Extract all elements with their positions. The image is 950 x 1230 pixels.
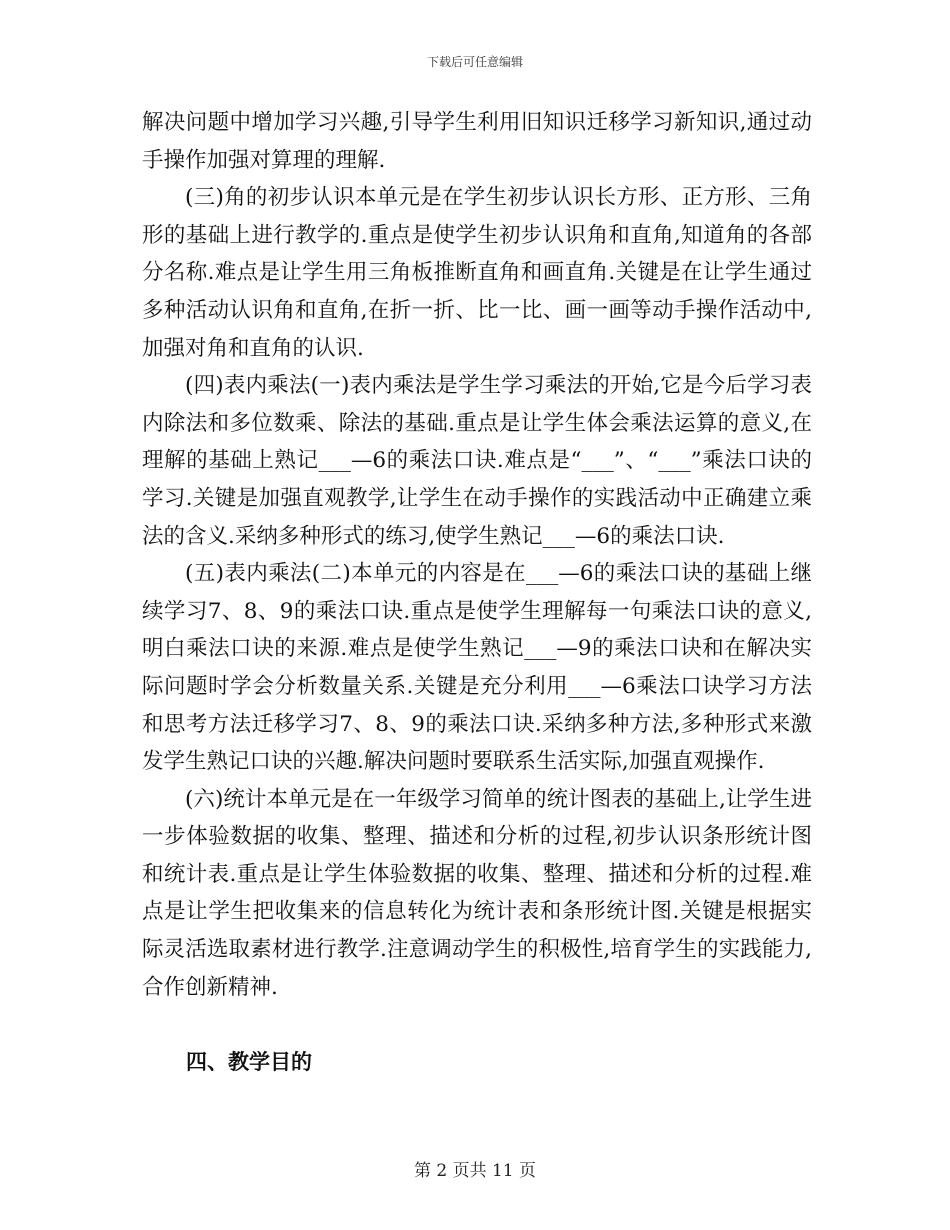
section-heading: 四、教学目的 (186, 1049, 312, 1074)
paragraph-angles: (三)角的初步认识本单元是在学生初步认识长方形、正方形、三角形的基础上进行教学的.重点是使学生初步认识角和直角,知道角的各部分名称.难点是让学生用三角板推断直角和画直角.关键是在让学生通过多种活动认识角和直角,在折一折、比一比、画一画等动手操作活动中,加强对角和直角的认识. (142, 185, 812, 361)
paragraph-statistics: (六)统计本单元是在一年级学习简单的统计图表的基础上,让学生进一步体验数据的收集、整理、描述和分析的过程,初步认识条形统计图和统计表.重点是让学生体验数据的收集、整理、描述和分析的过程.难点是让学生把收集来的信息转化为统计表和条形统计图.关键是根据实际灵活选取素材进行教学.注意调动学生的积极性,培育学生的实践能力,合作创新精神. (142, 786, 812, 1000)
paragraph-multiplication-1: (四)表内乘法(一)表内乘法是学生学习乘法的开始,它是今后学习表内除法和多位数乘、除法的基础.重点是让学生体会乘法运算的意义,在理解的基础上熟记___—6的乘法口诀.难点是“___”、“___”乘法口诀的学习.关键是加强直观教学,让学生在动手操作的实践活动中正确建立乘法的含义.采纳多种形式的练习,使学生熟记___—6的乘法口诀. (142, 373, 812, 549)
paragraph-continuation: 解决问题中增加学习兴趣,引导学生利用旧知识迁移学习新知识,通过动手操作加强对算理的理解. (142, 110, 812, 173)
document-body (142, 104, 812, 1006)
page-footer: 第 2 页共 11 页 (413, 1161, 537, 1181)
paragraph-multiplication-2: (五)表内乘法(二)本单元的内容是在___—6的乘法口诀的基础上继续学习7、8、9的乘法口诀.重点是使学生理解每一句乘法口诀的意义,明白乘法口诀的来源.难点是使学生熟记___—9的乘法口诀和在解决实际问题时学会分析数量关系.关键是充分利用___—6乘法口诀学习方法和思考方法迁移学习7、8、9的乘法口诀.采纳多种方法,多种形式来激发学生熟记口诀的兴趣.解决问题时要联系生活实际,加强直观操作. (142, 561, 812, 775)
page-header: 下载后可任意编辑 (426, 55, 523, 69)
